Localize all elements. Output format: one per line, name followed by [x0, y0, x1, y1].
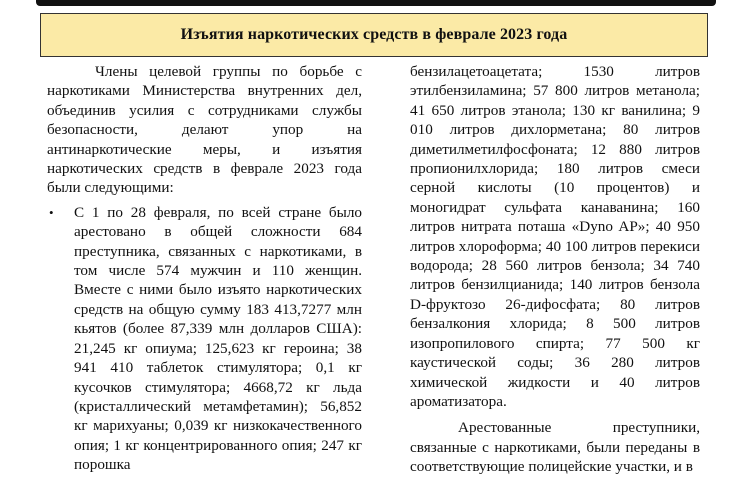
bullet-item — [47, 203, 362, 475]
continuation-paragraph: бензилацетоацетата; 1530 литров этилбензиламина; 57 800 литров метанола; 41 650 литров этанола; 130 кг ванилина; 9 010 литров дихлорметана; 80 литров диметилметилфосфоната; 12 880 литров пропионилхлорида; 180 литров смеси серной кислоты (10 процентов) и моногидрат сульфата канаванина; 160 литров нитрата поташа «Dyno AP»; 40 950 литров хлороформа; 40 100 литров перекиси водорода; 28 560 литров бензола; 34 740 литров бензилцианида; 140 литров бензола D-фруктозо 26-дифосфата; 80 литров бензалкония хлорида; 8 500 литров изопропилового спирта; 77 500 кг каустической соды; 36 280 литров химической жидкости и 40 литров ароматизатора. — [410, 63, 700, 410]
title-banner — [40, 13, 708, 57]
top-border-bar — [36, 0, 716, 6]
bullet-icon: • — [49, 204, 54, 220]
right-column — [410, 62, 700, 477]
closing-paragraph: Арестованные преступники, связанные с наркотиками, были переданы в соответствующие полицейские участки, и в — [410, 419, 700, 476]
left-column — [47, 62, 362, 475]
bullet-text: С 1 по 28 февраля, по всей стране было арестовано в общей сложности 684 преступника, связанных с наркотиками, в том числе 574 мужчин и 110 женщин. Вместе с ними было изъято наркотических средств на общую сумму 183 413,7277 млн кьятов (более 87,339 млн долларов США): 21,245 кг опиума; 125,623 кг героина; 38 941 410 таблеток стимулятора; 0,1 кг кусочков стимулятора; 4668,72 кг льда (кристаллический метамфетамин); 56,852 кг марихуаны; 0,039 кг низкокачественного опия; 1 кг концентрированного опия; 247 кг порошка — [74, 203, 362, 474]
intro-paragraph: Члены целевой группы по борьбе с наркотиками Министерства внутренних дел, объединив усилия с сотрудниками службы безопасности, делают упор на антинаркотические меры, и изъятия наркотических средств в феврале 2023 года были следующими: — [47, 63, 362, 197]
page-title: Изъятия наркотических средств в феврале 2023 года — [180, 26, 568, 43]
